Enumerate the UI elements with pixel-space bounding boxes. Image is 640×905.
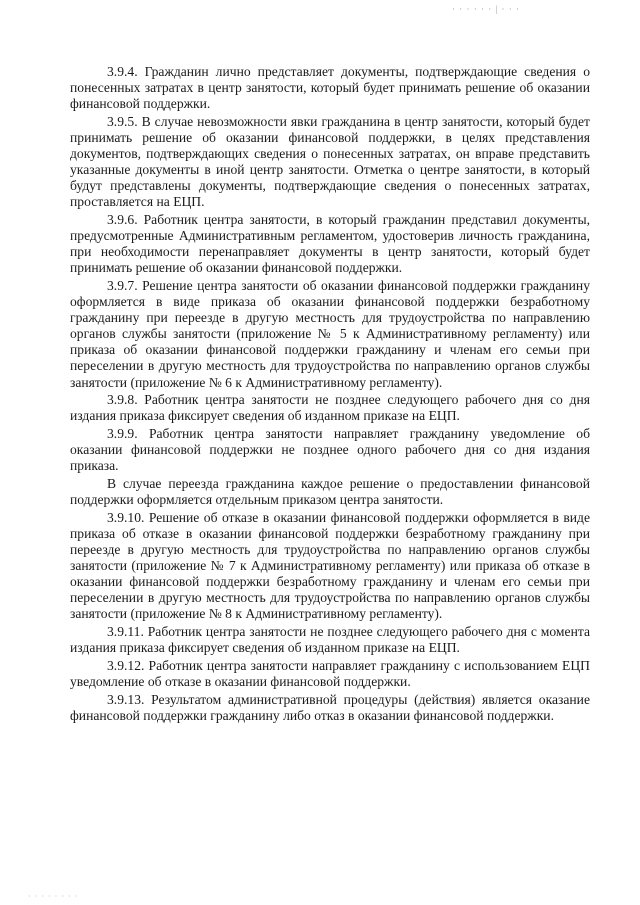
paragraph-3-9-12: 3.9.12. Работник центра занятости направляет гражданину с использованием ЕЦП уведомление об отказе в оказании финансовой поддержки. [70, 657, 590, 689]
paragraph-3-9-11: 3.9.11. Работник центра занятости не позднее следующего рабочего дня с момента издания приказа фиксирует сведения об изданном приказе на ЕЦП. [70, 623, 590, 656]
paragraph-3-9-7: 3.9.7. Решение центра занятости об оказании финансовой поддержки гражданину оформляется в виде приказа об оказании финансовой поддержки безработному гражданину при переезде в другую местность для трудоустройства по направлению органов службы занятости (приложение № 5 к Административному регламенту) или приказа об оказании финансовой поддержки гражданину и членам его семьи при переселении в другую местность для трудоустройства по направлению органов службы занятости (приложение № 6 к Административному регламенту). [70, 278, 590, 390]
paragraph-3-9-4: 3.9.4. Гражданин лично представляет документы, подтверждающие сведения о понесенных затратах в центр занятости, который будет принимать решение об оказании финансовой поддержки. [70, 64, 590, 112]
paragraph-3-9-6: 3.9.6. Работник центра занятости, в который гражданин представил документы, предусмотренные Административным регламентом, удостоверив личность гражданина, при необходимости перенаправляет документы в центр занятости, который будет принимать решение об оказании финансовой поддержки. [70, 212, 590, 276]
paragraph-relocation-note: В случае переезда гражданина каждое решение о предоставлении финансовой поддержки оформляется отдельным приказом центра занятости. [70, 475, 590, 507]
paragraph-3-9-13: 3.9.13. Результатом административной процедуры (действия) является оказание финансовой поддержки гражданину либо отказ в оказании финансовой поддержки. [70, 691, 590, 723]
paragraph-3-9-8: 3.9.8. Работник центра занятости не позднее следующего рабочего дня со дня издания приказа фиксирует сведения об изданном приказе на ЕЦП. [70, 392, 590, 424]
paragraph-3-9-5: 3.9.5. В случае невозможности явки гражданина в центр занятости, который будет принимать решение об оказании финансовой поддержки, в целях представления документов, подтверждающих сведения о понесенных затратах, он вправе представить указанные документы в иной центр занятости. Отметка о центре занятости, в который будут представлены документы, подтверждающие сведения о понесенных затратах, проставляется на ЕЦП. [70, 113, 590, 210]
scan-artifact-top: · · · · · · | · · · [452, 4, 521, 14]
paragraph-3-9-10: 3.9.10. Решение об отказе в оказании финансовой поддержки оформляется в виде приказа об отказе в оказании финансовой поддержки безработному гражданину при переезде в другую местность для трудоустройства по направлению органов службы занятости (приложение № 7 к Административному регламенту) или приказа об отказе в оказании финансовой поддержки безработному гражданину и членам его семьи при переселении в другую местность для трудоустройства по направлению органов службы занятости (приложение № 8 к Административному регламенту). [70, 509, 590, 622]
scan-artifact-bottom: · · · · · · · · [28, 892, 79, 901]
document-body [70, 64, 590, 725]
paragraph-3-9-9: 3.9.9. Работник центра занятости направляет гражданину уведомление об оказании финансовой поддержки не позднее одного рабочего дня со дня издания приказа. [70, 426, 590, 474]
